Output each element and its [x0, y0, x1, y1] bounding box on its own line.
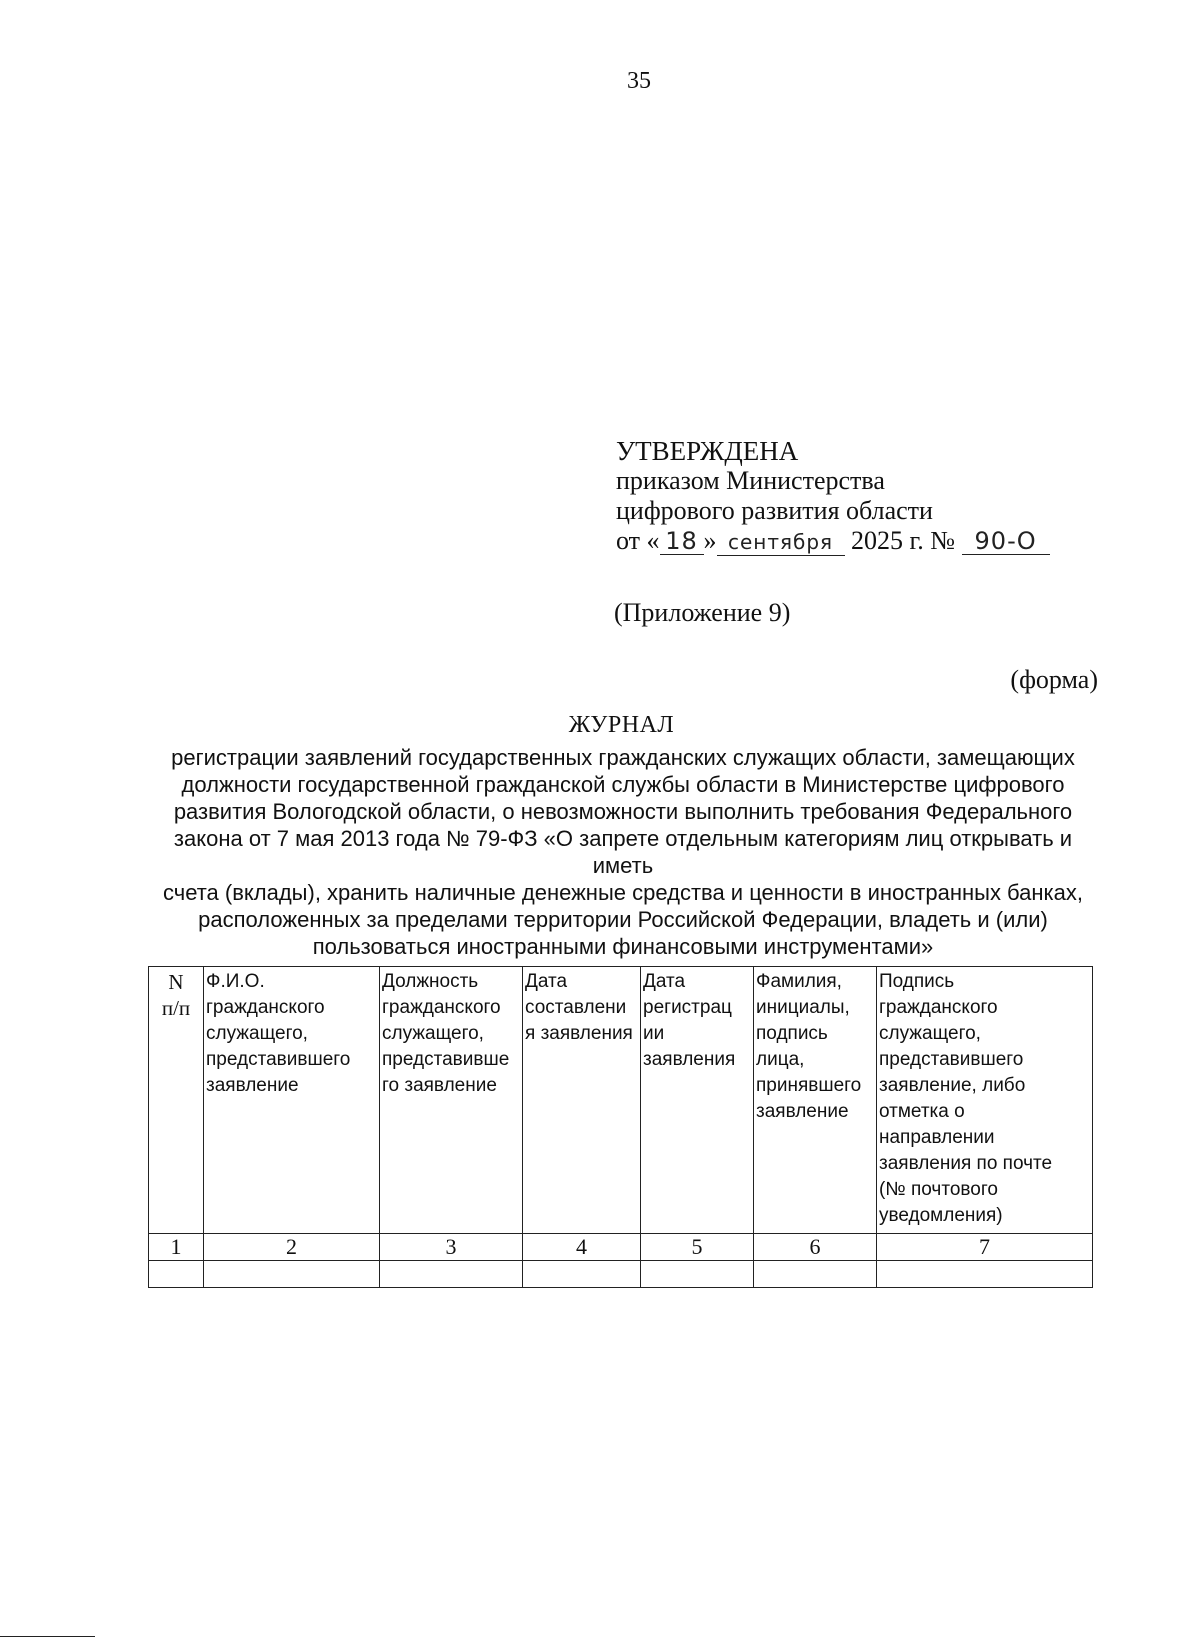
empty-cell [877, 1261, 1093, 1288]
approval-line-2: цифрового развития области [616, 496, 933, 525]
handwritten-order-number: 90-О [962, 528, 1050, 555]
column-number: 5 [641, 1234, 754, 1261]
form-mark: (форма) [1010, 665, 1098, 694]
header-cell-receiver: Фамилия, инициалы, подпись лица, принявшего заявление [754, 967, 877, 1234]
description-line: расположенных за пределами территории Российской Федерации, владеть и (или) [198, 907, 1048, 932]
column-number: 4 [523, 1234, 641, 1261]
page-number: 35 [627, 68, 651, 94]
description-line: развития Вологодской области, о невозможности выполнить требования Федерального [173, 799, 1073, 824]
journal-description [148, 744, 1098, 960]
empty-cell [523, 1261, 641, 1288]
approval-date-line [616, 526, 1050, 556]
appendix-label: (Приложение 9) [614, 598, 791, 627]
date-year: 2025 г. № [851, 526, 956, 555]
column-number: 2 [204, 1234, 380, 1261]
description-line: пользоваться иностранными финансовыми инструментами» [312, 934, 934, 959]
description-line: закона от 7 мая 2013 года № 79-ФЗ «О запрете отдельным категориям лиц открывать и иметь [173, 826, 1073, 878]
column-number: 1 [149, 1234, 204, 1261]
approval-block [616, 436, 1050, 556]
footer-divider [0, 1636, 95, 1637]
description-line: регистрации заявлений государственных гражданских служащих области, замещающих [171, 745, 1075, 770]
header-cell-date-registered: Дата регистрац ии заявления [641, 967, 754, 1234]
header-cell-position: Должность гражданского служащего, представивше го заявление [380, 967, 523, 1234]
table-header-row [149, 967, 1093, 1234]
date-quote-close: » [703, 526, 717, 555]
empty-cell [754, 1261, 877, 1288]
header-cell-signature: Подпись гражданского служащего, представившего заявление, либо отметка о направлении заявления по почте (№ почтового уведомления) [877, 967, 1093, 1234]
column-number: 6 [754, 1234, 877, 1261]
header-cell-date-compiled: Дата составлени я заявления [523, 967, 641, 1234]
empty-cell [204, 1261, 380, 1288]
journal-title: ЖУРНАЛ [568, 712, 675, 738]
date-prefix: от « [616, 526, 660, 555]
empty-cell [641, 1261, 754, 1288]
approval-line-1: приказом Министерства [616, 466, 885, 495]
empty-cell [380, 1261, 523, 1288]
empty-cell [149, 1261, 204, 1288]
handwritten-month: сентября [717, 529, 845, 556]
table-row [149, 1261, 1093, 1288]
description-line: счета (вклады), хранить наличные денежные средства и ценности в иностранных банках, [162, 880, 1083, 905]
column-number: 3 [380, 1234, 523, 1261]
approval-title: УТВЕРЖДЕНА [616, 436, 799, 466]
header-cell-number: N п/п [149, 967, 204, 1234]
header-cell-fio: Ф.И.О. гражданского служащего, представившего заявление [204, 967, 380, 1234]
column-number-row [149, 1234, 1093, 1261]
journal-table [148, 966, 1093, 1288]
handwritten-day: 18 [660, 528, 704, 555]
description-line: должности государственной гражданской службы области в Министерстве цифрового [181, 772, 1065, 797]
column-number: 7 [877, 1234, 1093, 1261]
